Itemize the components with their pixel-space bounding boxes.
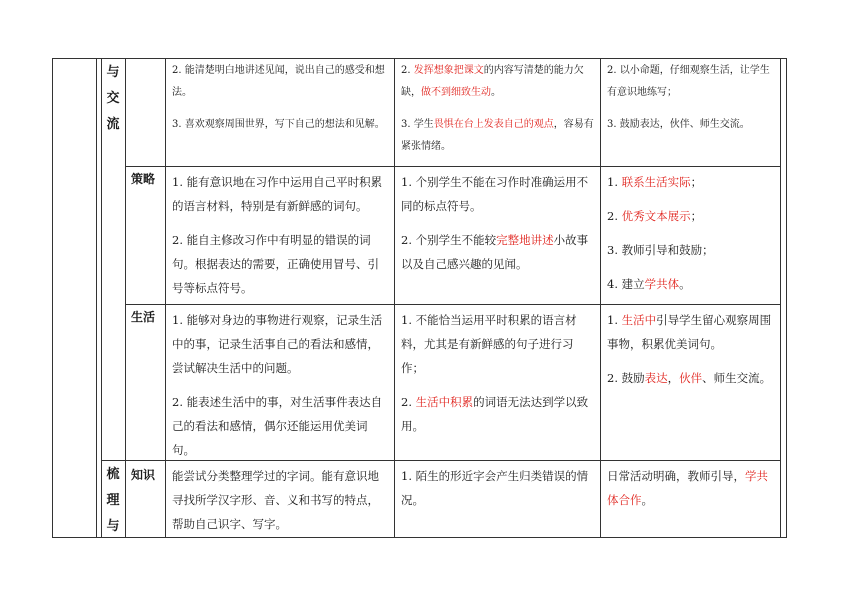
table-border-left <box>52 58 53 538</box>
cell-problem-r1: 2. 发挥想象把课文的内容写清楚的能力欠缺，做不到细致生动。 3. 学生畏惧在台上发表自己的观点，容易有紧张情绪。 <box>401 65 594 152</box>
cell-problem-r4: 1. 陌生的形近字会产生归类错误的情况。 <box>401 469 589 507</box>
cell-strategy-r1: 2. 以小命题，仔细观察生活，让学生有意识地练写； 3. 鼓励表达，伙伴、师生交流。 <box>607 65 770 130</box>
cell-goal-r2: 1. 能有意识地在习作中运用自己平时积累的语言材料，特别是有新鲜感的词句。 2. 能自主修改习作中有明显的错误的词句。根据表达的需要，正确使用冒号、引号等标点符号。 <box>172 175 383 295</box>
table-divider <box>125 58 126 538</box>
cell-strategy-r3: 1. 生活中引导学生留心观察周围事物，积累优美词句。 2. 鼓励表达，伙伴、师生交流。 <box>607 313 772 385</box>
table-divider <box>165 58 166 538</box>
cell-goal-r1: 2. 能清楚明白地讲述见闻，说出自己的感受和想法。 3. 喜欢观察周围世界，写下自己的想法和见解。 <box>172 65 385 130</box>
table-divider <box>101 58 102 538</box>
cell-strategy-r4: 日常活动明确，教师引导，学共体合作。 <box>607 469 768 507</box>
row-label-strategy: 策略 <box>131 172 156 186</box>
cell-goal-r4: 能尝试分类整理学过的字词。能有意识地寻找所学汉字形、音、义和书写的特点，帮助自己识字、写字。 <box>172 469 379 531</box>
cell-strategy-r2: 1. 联系生活实际； 2. 优秀文本展示； 3. 教师引导和鼓励； 4. 建立学共体。 <box>607 175 714 291</box>
table-divider <box>394 58 395 538</box>
row-label-knowledge: 知识 <box>131 468 156 482</box>
cell-problem-r3: 1. 不能恰当运用平时积累的语言材料，尤其是有新鲜感的句子进行习作； 2. 生活中积累的词语无法达到学以致用。 <box>401 313 589 433</box>
row-divider <box>125 166 780 167</box>
table-divider <box>780 58 781 538</box>
section-label-vertical: 与 交 流 <box>106 65 120 132</box>
table-border-bottom <box>52 537 787 538</box>
table-border-top <box>52 58 787 59</box>
section-label-vertical: 梳 理 与 <box>106 467 120 534</box>
row-divider <box>125 304 780 305</box>
cell-problem-r2: 1. 个别学生不能在习作时准确运用不同的标点符号。 2. 个别学生不能较完整地讲述小故事以及自己感兴趣的见闻。 <box>401 175 589 271</box>
table-border-right <box>786 58 787 538</box>
table-divider <box>600 58 601 538</box>
table-divider <box>96 58 97 538</box>
cell-goal-r3: 1. 能够对身边的事物进行观察，记录生活中的事，记录生活事自己的看法和感情，尝试解决生活中的问题。 2. 能表述生活中的事，对生活事件表达自己的看法和感情，偶尔还能运用优美词句。 <box>172 313 383 457</box>
row-label-life: 生活 <box>131 310 156 324</box>
